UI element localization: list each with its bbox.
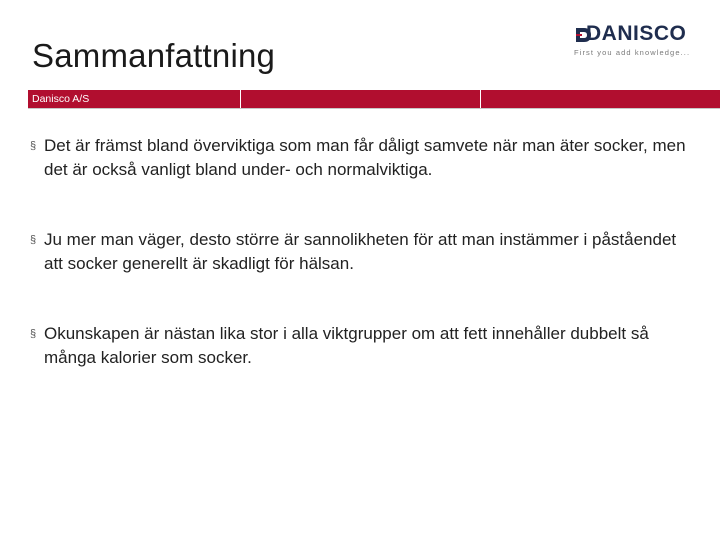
band-divider bbox=[480, 90, 481, 108]
bullet-item bbox=[30, 134, 690, 182]
bullet-text: Ju mer man väger, desto större är sannolikheten för att man instämmer i påståendet att socker generellt är skadligt för hälsan. bbox=[44, 230, 677, 273]
danisco-logo bbox=[574, 22, 704, 64]
logo-wordmark: DANISCO bbox=[586, 22, 687, 45]
bullet-text: Okunskapen är nästan lika stor i alla viktgrupper om att fett innehåller dubbelt så många kalorier som socker. bbox=[44, 324, 649, 367]
bullet-marker-icon: § bbox=[30, 328, 37, 340]
bullet-marker-icon: § bbox=[30, 140, 37, 152]
bullet-list bbox=[30, 134, 690, 370]
bullet-marker-icon: § bbox=[30, 234, 37, 246]
band-rule bbox=[28, 108, 720, 109]
bullet-text: Det är främst bland överviktiga som man får dåligt samvete när man äter socker, men det är också vanligt bland under- och normalviktiga. bbox=[44, 136, 686, 179]
band-divider bbox=[240, 90, 241, 108]
company-label: Danisco A/S bbox=[32, 93, 90, 105]
slide-title: Sammanfattning bbox=[32, 37, 276, 74]
header-band bbox=[28, 90, 720, 108]
bullet-item bbox=[30, 322, 690, 370]
logo-tagline: First you add knowledge... bbox=[574, 48, 691, 57]
bullet-item bbox=[30, 228, 690, 276]
